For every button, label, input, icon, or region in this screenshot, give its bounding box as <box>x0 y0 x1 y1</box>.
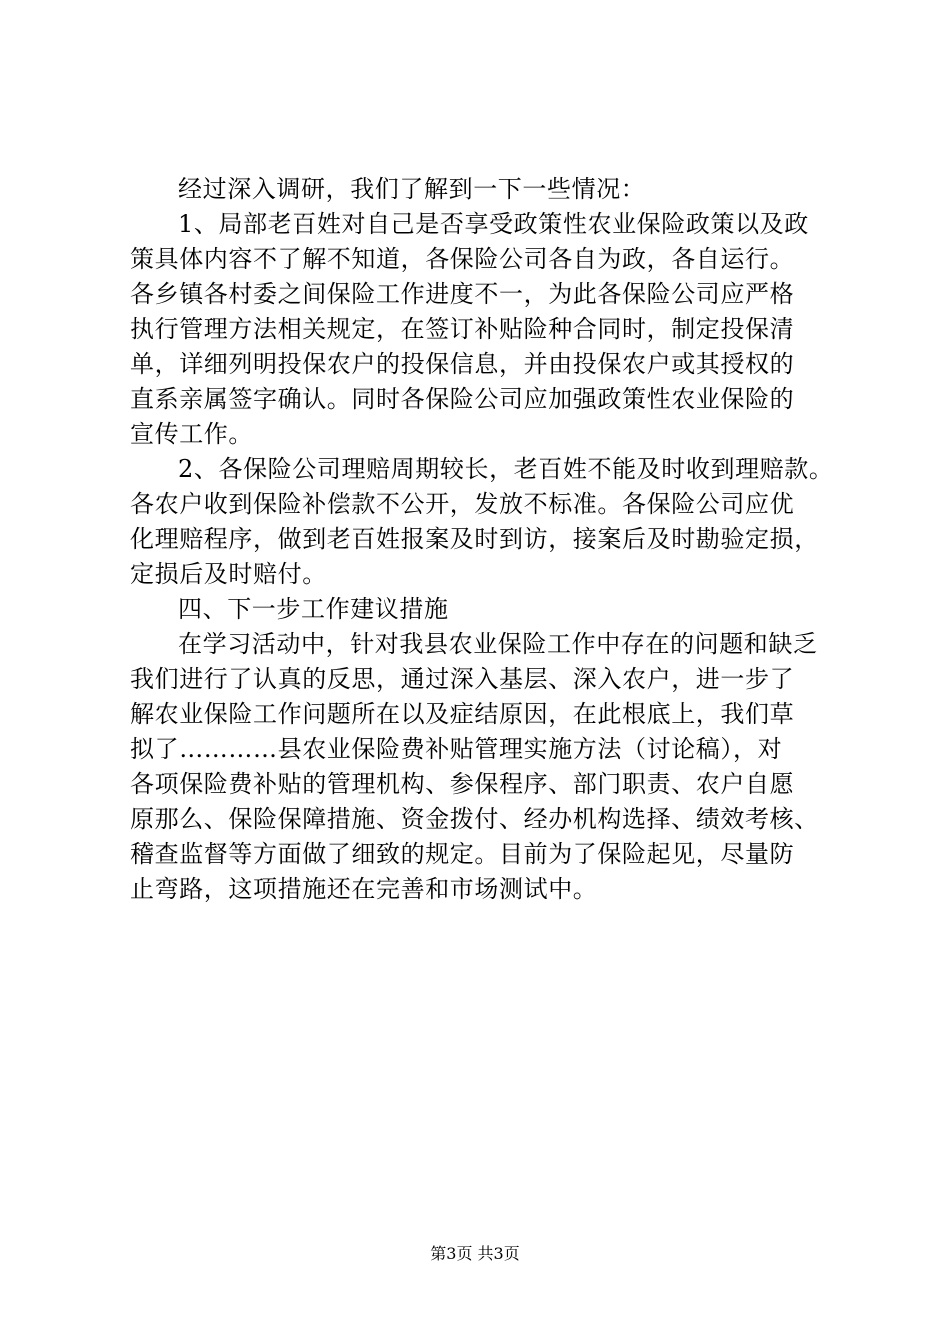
section-heading: 四、下一步工作建议措施 <box>178 595 449 623</box>
text-line: 1、局部老百姓对自己是否享受政策性农业保险政策以及政 <box>178 210 809 238</box>
text-line: 我们进行了认真的反思，通过深入基层、深入农户，进一步了 <box>130 665 795 693</box>
text-line: 在学习活动中，针对我县农业保险工作中存在的问题和缺乏 <box>178 630 818 658</box>
text-line: 各农户收到保险补偿款不公开，发放不标准。各保险公司应优 <box>130 490 795 518</box>
text-line: 原那么、保险保障措施、资金拨付、经办机构选择、绩效考核、 <box>130 805 819 833</box>
text-line: 定损后及时赔付。 <box>130 560 327 588</box>
text-line: 止弯路，这项措施还在完善和市场测试中。 <box>130 875 598 903</box>
text-line: 执行管理方法相关规定，在签订补贴险种合同时，制定投保清 <box>130 315 795 343</box>
text-line: 2、各保险公司理赔周期较长，老百姓不能及时收到理赔款。 <box>178 455 834 483</box>
text-line: 各乡镇各村委之间保险工作进度不一，为此各保险公司应严格 <box>130 280 795 308</box>
text-line: 策具体内容不了解不知道，各保险公司各自为政，各自运行。 <box>130 245 795 273</box>
text-line: 稽查监督等方面做了细致的规定。目前为了保险起见，尽量防 <box>130 840 795 868</box>
page-number-footer: 第3页 共3页 <box>430 1244 520 1263</box>
text-line: 单，详细列明投保农户的投保信息，并由投保农户或其授权的 <box>130 350 795 378</box>
text-line: 宣传工作。 <box>130 420 253 448</box>
text-line: 拟了…………县农业保险费补贴管理实施方法（讨论稿），对 <box>130 735 783 763</box>
text-line: 化理赔程序，做到老百姓报案及时到访，接案后及时勘验定损， <box>130 525 819 553</box>
document-body <box>130 172 834 907</box>
text-line: 各项保险费补贴的管理机构、参保程序、部门职责、农户自愿 <box>130 770 795 798</box>
text-line: 解农业保险工作问题所在以及症结原因，在此根底上，我们草 <box>130 700 795 728</box>
text-line: 直系亲属签字确认。同时各保险公司应加强政策性农业保险的 <box>130 385 795 413</box>
text-line: 经过深入调研，我们了解到一下一些情况： <box>178 175 646 203</box>
